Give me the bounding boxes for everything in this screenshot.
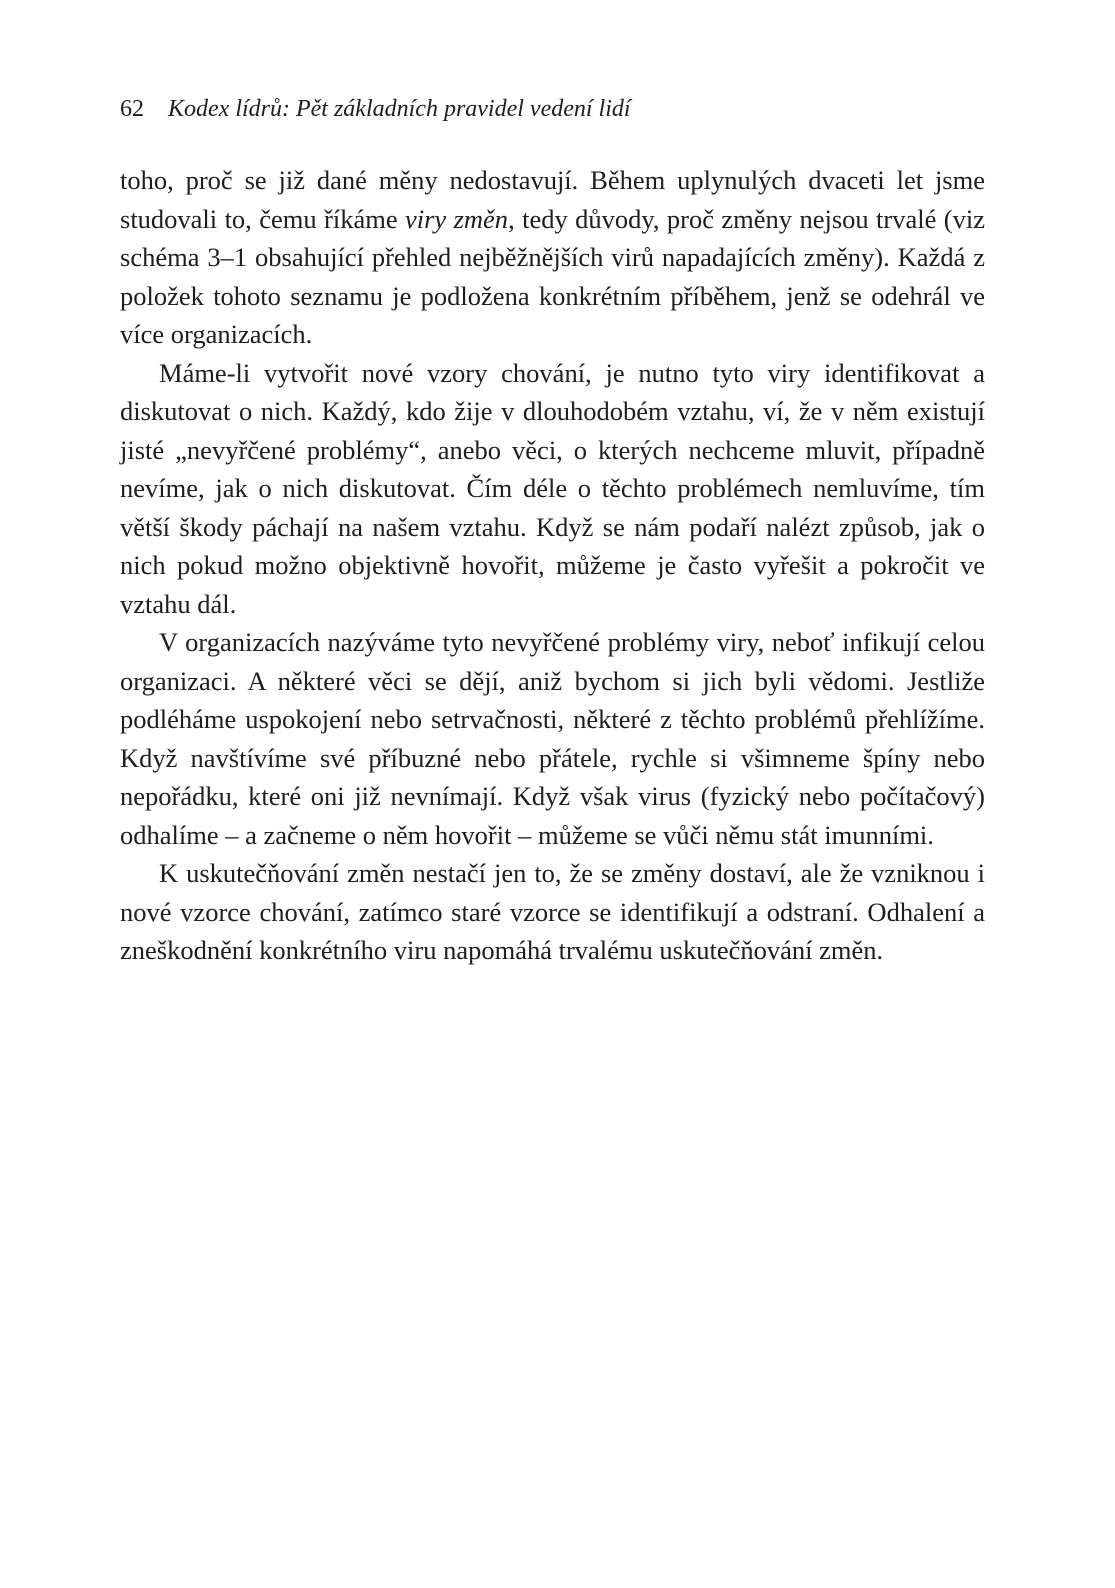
body-text: [120, 161, 985, 970]
paragraph-2: Máme-li vytvořit nové vzory chování, je nutno tyto viry identifikovat a diskutovat o nich. Každý, kdo žije v dlouhodobém vztahu, ví, že v něm existují jisté „nevyřčené problémy“, anebo věci, o kterých nechceme mluvit, případně nevíme, jak o nich diskutovat. Čím déle o těchto problémech nemluvíme, tím větší škody páchají na našem vztahu. Když se nám podaří nalézt způsob, jak o nich pokud možno objektivně hovořit, můžeme je často vyřešit a pokročit ve vztahu dál.: [120, 357, 985, 619]
emphasis-viry-zmen: viry změn: [404, 203, 509, 234]
paragraph-3: V organizacích nazýváme tyto nevyřčené problémy viry, neboť infikují celou organizaci. A některé věci se dějí, aniž bychom si jich byli vědomi. Jestliže podléháme uspokojení nebo setrvačnosti, některé z těchto problémů přehlížíme. Když navštívíme své příbuzné nebo přátele, rychle si všimneme špíny nebo nepořádku, které oni již nevnímají. Když však virus (fyzický nebo počítačový) odhalíme – a začneme o něm hovořit – můžeme se vůči němu stát imunními.: [120, 627, 985, 850]
paragraph-1-text-after: , tedy důvody, proč změny nejsou trvalé (viz schéma 3–1 obsahující přehled nejběžnějších virů napadajících změny). Každá z položek tohoto seznamu je podložena konkrétním příběhem, jenž se odehrál ve více organizacích.: [120, 203, 985, 349]
book-title: Kodex lídrů: Pět základních pravidel vedení lidí: [168, 96, 631, 122]
page-number: 62: [120, 96, 144, 122]
running-header: [120, 92, 980, 126]
paragraph-4: K uskutečňování změn nestačí jen to, že se změny dostaví, ale že vzniknou i nové vzorce chování, zatímco staré vzorce se identifikují a odstraní. Odhalení a zneškodnění konkrétního viru napomáhá trvalému uskutečňování změn.: [120, 858, 985, 965]
paragraph-1: [120, 161, 985, 354]
paragraph-1-text-before: toho, proč se již dané měny nedostavují. Během uplynulých dvaceti let jsme studovali to, čemu říkáme: [120, 165, 985, 234]
